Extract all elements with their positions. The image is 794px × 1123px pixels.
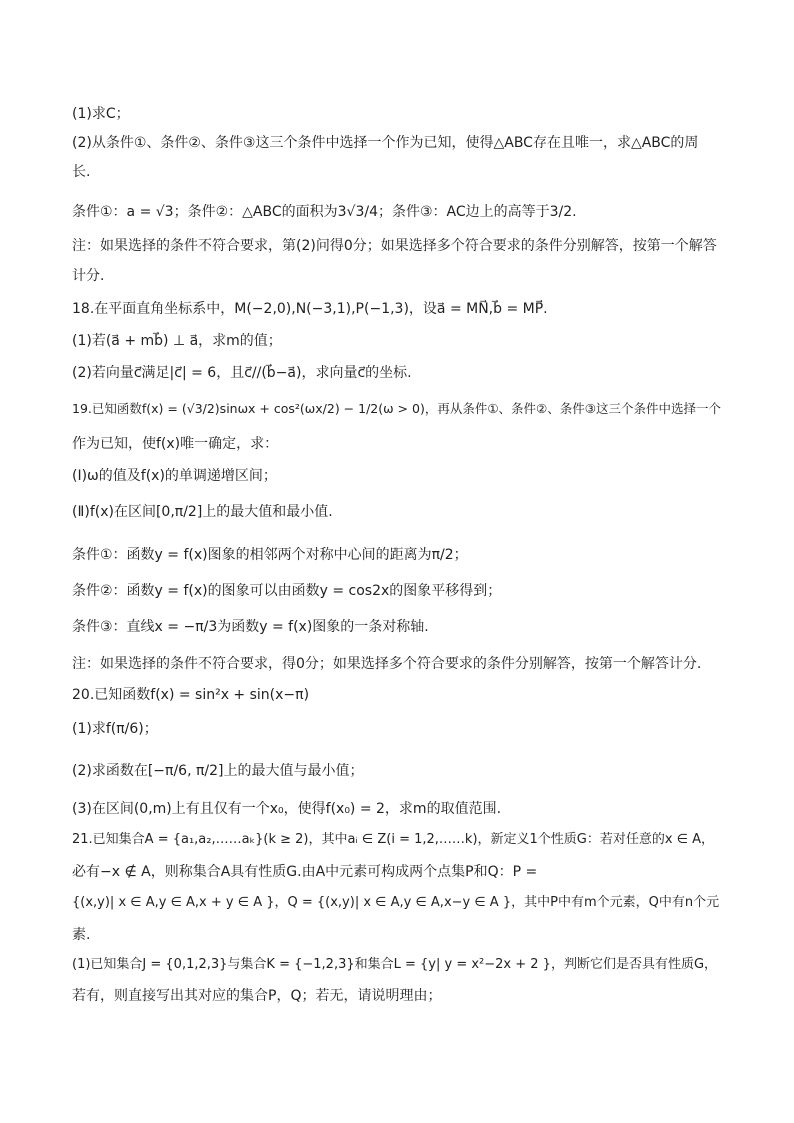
text-line: (2)求函数在[−π/6, π/2]上的最大值与最小值； [72,763,364,779]
text-line: 条件②：函数y = f(x)的图象可以由函数y = cos2x的图象平移得到； [72,583,502,599]
text-line: 必有−x ∉ A，则称集合A具有性质G.由A中元素可构成两个点集P和Q：P = [72,864,538,880]
text-line: (1)求f(π/6)； [72,721,158,737]
text-line: 条件③：直线x = −π/3为函数y = f(x)图象的一条对称轴. [72,619,429,635]
text-line: 21.已知集合A = {a₁,a₂,……aₖ}(k ≥ 2)，其中aᵢ ∈ Z(i = 1,2,……k)，新定义1个性质G：若对任意的x ∈ A， [72,832,715,847]
text-line: (3)在区间(0,m)上有且仅有一个x₀，使得f(x₀) = 2，求m的取值范围. [72,801,502,817]
text-line: 条件①：a = √3；条件②：△ABC的面积为3√3/4；条件③：AC边上的高等于3/2. [72,204,577,220]
text-line: 若有，则直接写出其对应的集合P，Q；若无，请说明理由； [72,988,442,1004]
text-line: 作为已知，使f(x)唯一确定，求： [72,436,279,452]
text-line: (1)已知集合J = {0,1,2,3}与集合K = {−1,2,3}和集合L = {y| y = x²−2x + 2 }，判断它们是否具有性质G， [72,957,718,972]
text-line: 注：如果选择的条件不符合要求，第(2)问得0分；如果选择多个符合要求的条件分别解答，按第一个解答 [72,238,717,254]
text-line: 19.已知函数f(x) = (√3/2)sinωx + cos²(ωx/2) − 1/2(ω > 0)，再从条件①、条件②、条件③这三个条件中选择一个 [72,401,721,416]
text-line: 18.在平面直角坐标系中，M(−2,0),N(−3,1),P(−1,3)，设a⃗ = MN⃗,b⃗ = MP⃗. [72,301,548,317]
text-line: 素. [72,927,91,943]
text-line: 条件①：函数y = f(x)图象的相邻两个对称中心间的距离为π/2； [72,547,468,563]
text-line: (Ⅰ)ω的值及f(x)的单调递增区间； [72,468,277,484]
text-line: (1)求C； [72,106,130,122]
text-line: {(x,y)| x ∈ A,y ∈ A,x + y ∈ A }，Q = {(x,y)| x ∈ A,y ∈ A,x−y ∈ A }，其中P中有m个元素，Q中有n个元 [72,895,720,910]
text-line: (1)若(a⃗ + mb⃗) ⊥ a⃗，求m的值； [72,333,282,349]
text-line: 计分. [72,268,105,284]
text-line: 长. [72,164,91,180]
text-line: (2)若向量c⃗满足|c⃗| = 6，且c⃗//(b⃗−a⃗)，求向量c⃗的坐标. [72,365,412,381]
text-line: (2)从条件①、条件②、条件③这三个条件中选择一个作为已知，使得△ABC存在且唯一，求△ABC的周 [72,135,699,151]
text-line: 注：如果选择的条件不符合要求，得0分；如果选择多个符合要求的条件分别解答，按第一个解答计分. [72,656,702,672]
text-line: (Ⅱ)f(x)在区间[0,π/2]上的最大值和最小值. [72,504,333,520]
text-line: 20.已知函数f(x) = sin²x + sin(x−π) [72,687,310,703]
